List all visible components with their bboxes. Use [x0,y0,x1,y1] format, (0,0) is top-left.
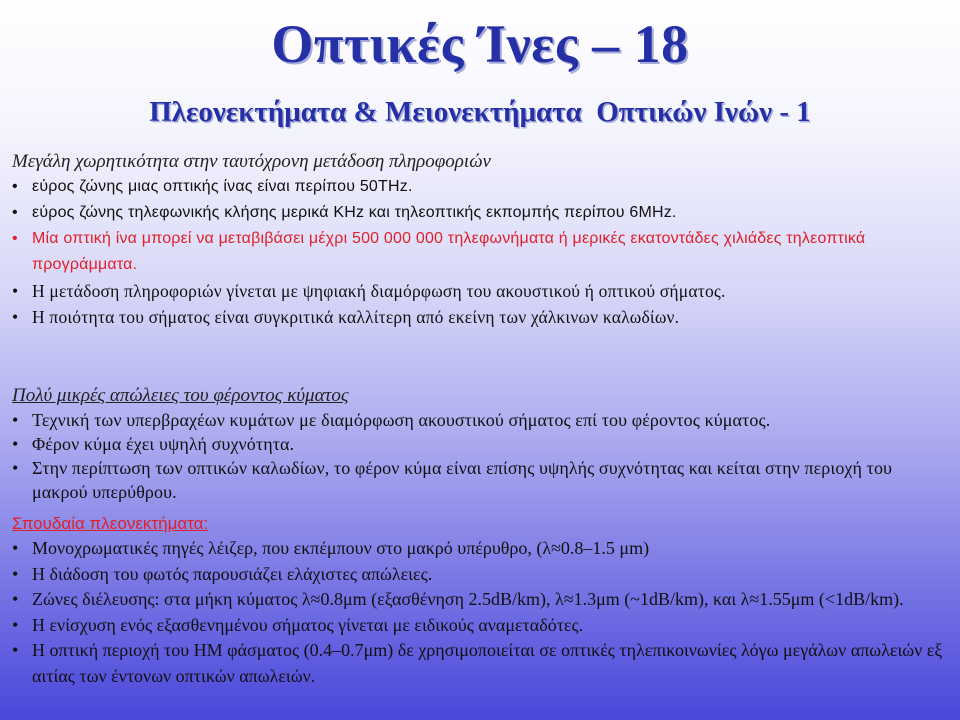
bullet-icon: • [12,458,19,478]
section-capacity [12,150,952,330]
list-item [12,638,952,689]
list-item [12,432,952,456]
slide-title: Οπτικές Ίνες – 18 [271,14,689,74]
bullet-icon: • [12,640,19,660]
bullet-icon: • [12,614,19,635]
bullet-icon: • [12,589,19,609]
list-item-text: Η ποιότητα του σήματος είναι συγκριτικά καλλίτερη από εκείνη των χάλκινων καλωδίων. [32,307,680,327]
list-item [12,456,952,504]
list-item [12,562,952,588]
list-item-text: Μία οπτική ίνα μπορεί να μεταβιβάσει μέχρι 500 000 000 τηλεφωνήματα ή μερικές εκατοντάδες χιλιάδες τηλεοπτικά προγράμματα. [32,230,866,273]
list-item [12,536,952,562]
bullet-icon: • [12,204,18,221]
list-item-text: Φέρον κύμα έχει υψηλή συχνότητα. [32,434,295,454]
list-item [12,226,952,278]
bullet-icon: • [12,178,18,195]
bullet-list-advantages [12,536,952,689]
section-heading-advantages: Σπουδαία πλεονεκτήματα: [12,514,209,533]
section-advantages [12,512,952,689]
list-item-text: εύρος ζώνης τηλεφωνικής κλήσης μερικά KHz και τηλεοπτικής εκπομπής περίπου 6MHz. [32,204,677,221]
list-item-text: Ζώνες διέλευσης: στα μήκη κύματος λ≈0.8μm (εξασθένηση 2.5dB/km), λ≈1.3μm (~1dB/km), και λ≈1.55μm (<1dB/km). [32,589,904,609]
list-item-text: Η οπτική περιοχή του ΗΜ φάσματος (0.4–0.7μm) δε χρησιμοποιείται σε οπτικές τηλεπικοινωνίες λόγω μεγάλων απωλειών εξ αιτίας των έντονων οπτικών απωλειών. [32,640,943,686]
list-item-text: Η μετάδοση πληροφοριών γίνεται με ψηφιακή διαμόρφωση του ακουστικού ή οπτικού σήματος. [32,281,726,301]
section-heading-losses: Πολύ μικρές απώλειες του φέροντος κύματος [12,385,349,406]
bullet-icon: • [12,230,18,247]
list-item [12,587,952,613]
bullet-icon: • [12,538,19,558]
list-item [12,174,952,200]
bullet-icon: • [12,307,19,327]
bullet-list-losses [12,408,952,504]
list-item [12,278,952,304]
bullet-icon: • [12,434,19,454]
list-item-text: Η διάδοση του φωτός παρουσιάζει ελάχιστες απώλειες. [32,563,433,584]
section-losses [12,384,952,504]
bullet-list-capacity [12,174,952,330]
list-item [12,613,952,639]
list-item [12,200,952,226]
list-item-text: Η ενίσχυση ενός εξασθενημένου σήματος γίνεται με ειδικούς αναμεταδότες. [32,614,584,635]
bullet-icon: • [12,563,19,584]
bullet-icon: • [12,410,19,430]
list-item-text: εύρος ζώνης μιας οπτικής ίνας είναι περίπου 50THz. [32,178,413,195]
list-item [12,304,952,330]
section-heading-capacity: Μεγάλη χωρητικότητα στην ταυτόχρονη μετάδοση πληροφοριών [12,151,491,172]
list-item-text: Μονοχρωματικές πηγές λέιζερ, που εκπέμπουν στο μακρό υπέρυθρο, (λ≈0.8–1.5 μm) [32,538,650,558]
bullet-icon: • [12,281,19,301]
list-item [12,408,952,432]
list-item-text: Τεχνική των υπερβραχέων κυμάτων με διαμόρφωση ακουστικού σήματος επί του φέροντος κύματος. [32,410,771,430]
slide-subtitle: Πλεονεκτήματα & Μειονεκτήματα Οπτικών Ινών - 1 [149,96,811,128]
list-item-text: Στην περίπτωση των οπτικών καλωδίων, το φέρον κύμα είναι επίσης υψηλής συχνότητας και κείται στην περιοχή του μακρού υπερύθρου. [32,458,893,502]
